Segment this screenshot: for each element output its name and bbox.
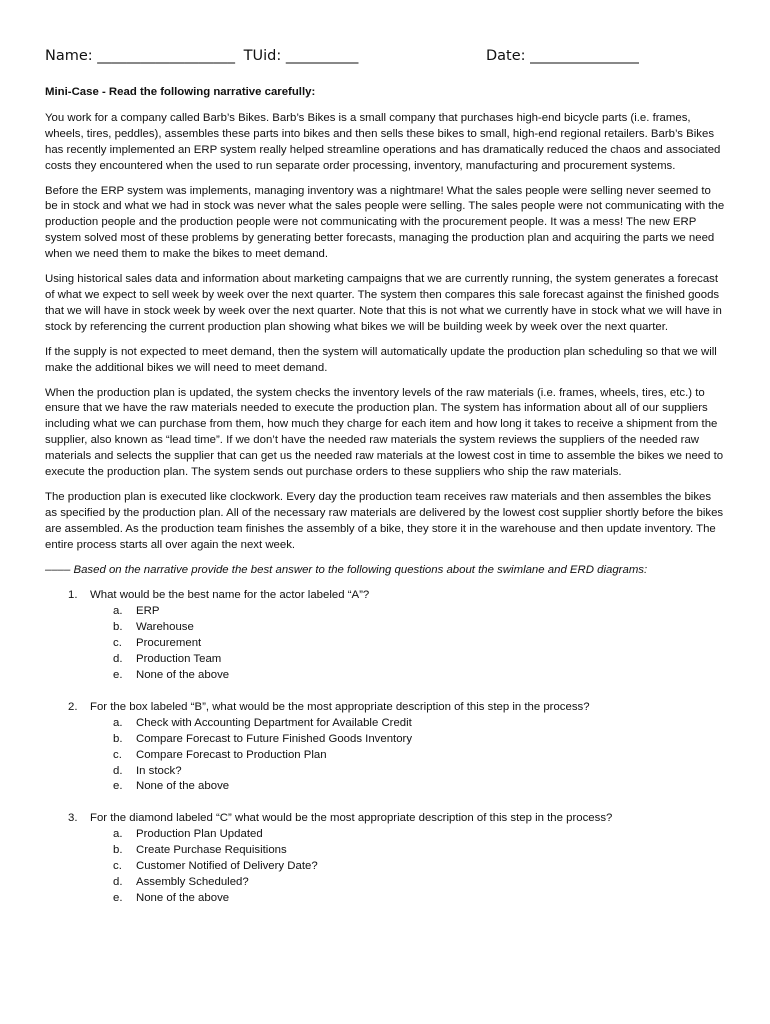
date-field: Date: _______________ <box>486 48 639 64</box>
option-letter: a. <box>113 605 123 618</box>
option-letter: a. <box>113 828 123 841</box>
question-text: What would be the best name for the actor labeled “A”? <box>90 589 370 602</box>
question-3 <box>45 811 725 906</box>
option-text: Compare Forecast to Future Finished Goods Inventory <box>136 732 413 745</box>
document-body <box>45 85 725 923</box>
option-text: Check with Accounting Department for Available Credit <box>136 716 412 729</box>
option-letter: b. <box>113 732 123 745</box>
option-text: None of the above <box>136 891 230 904</box>
answer-option <box>45 843 725 859</box>
option-text: Procurement <box>136 637 202 650</box>
answer-option <box>45 859 725 875</box>
question-number: 3. <box>68 812 78 825</box>
name-field: Name: ___________________ <box>45 48 236 64</box>
answer-option <box>45 604 725 620</box>
mini-case-title: Mini-Case - Read the following narrative carefully: <box>45 86 316 98</box>
answer-option <box>45 652 725 668</box>
question-number: 1. <box>68 589 78 602</box>
option-letter: e. <box>113 891 123 904</box>
option-text: Production Team <box>136 653 222 666</box>
answer-option <box>45 875 725 891</box>
question-number: 2. <box>68 700 78 713</box>
narrative-paragraph: The production plan is executed like clockwork. Every day the production team receives raw materials and then assembles the bikes as specified by the production plan. All of the necessary raw materials are delivered by the lowest cost supplier shortly before the bikes are assembled. As the production team finishes the assembly of a bike, they store it in the warehouse and then update inventory. The entire process starts all over again the next week. <box>45 490 724 551</box>
answer-option <box>45 764 725 780</box>
questions-instruction: –––– Based on the narrative provide the best answer to the following questions about the swimlane and ERD diagrams: <box>45 563 648 576</box>
narrative-paragraph: When the production plan is updated, the system checks the inventory levels of the raw materials (i.e. frames, wheels, tires, etc.) to ensure that we have the raw materials needed to execute the production plan. The system has information about all of our suppliers including what we can purchase from them, how much they charge for each item and how long it takes to receive a shipment from the supplier, also known as “lead time”. If we don’t have the needed raw materials the system reviews the suppliers of the needed raw materials and selects the supplier that can get us the needed raw materials at the lowest cost in time to assemble the bikes we need to execute the production plan. The system sends out purchase orders to these suppliers who ship the raw materials. <box>45 386 724 479</box>
narrative-paragraph: Before the ERP system was implements, managing inventory was a nightmare! What the sales people were selling never seemed to be in stock and what we had in stock was never what the sales people were selling. The sales people were not communicating with the production people and the production people were not communicating with the procurement people. It was a mess! The new ERP system solved most of these problems by generating better forecasts, managing the production plan and acquiring the parts we need when we need them to make the bikes to meet demand. <box>45 184 725 261</box>
question-text: For the diamond labeled “C” what would be the most appropriate description of this step in the process? <box>90 812 613 825</box>
option-text: Assembly Scheduled? <box>136 875 249 888</box>
header-fields <box>45 48 725 64</box>
question-2 <box>45 700 725 795</box>
option-text: Production Plan Updated <box>136 828 263 841</box>
option-text: None of the above <box>136 780 230 793</box>
option-letter: d. <box>113 653 123 666</box>
tuid-field: TUid: __________ <box>243 48 359 64</box>
narrative-paragraph: You work for a company called Barb’s Bikes. Barb’s Bikes is a small company that purchases high-end bicycle parts (i.e. frames, wheels, tires, peddles), assembles these parts into bikes and then sells these bikes to small, high-end regional retailers. Barb’s Bikes has recently implemented an ERP system really helped streamline operations and has dramatically reduced the chaos and associated costs they encountered when the used to run separate order processing, inventory, manufacturing and procurement systems. <box>45 111 721 172</box>
answer-option <box>45 620 725 636</box>
option-letter: c. <box>113 860 122 873</box>
question-1 <box>45 588 725 683</box>
answer-option <box>45 779 725 795</box>
answer-option <box>45 827 725 843</box>
answer-option <box>45 636 725 652</box>
answer-option <box>45 748 725 764</box>
answer-option <box>45 891 725 907</box>
option-letter: a. <box>113 716 123 729</box>
answer-options <box>45 716 725 796</box>
option-letter: e. <box>113 669 123 681</box>
option-letter: d. <box>113 764 123 777</box>
question-text: For the box labeled “B”, what would be the most appropriate description of this step in the process? <box>90 700 590 713</box>
option-letter: c. <box>113 748 122 761</box>
narrative-paragraph: If the supply is not expected to meet demand, then the system will automatically update the production plan scheduling so that we will make the additional bikes we will need to meet demand. <box>45 345 717 374</box>
option-letter: c. <box>113 637 122 650</box>
option-letter: b. <box>113 844 123 857</box>
option-letter: d. <box>113 875 123 888</box>
answer-options <box>45 827 725 907</box>
answer-options <box>45 604 725 684</box>
option-text: Create Purchase Requisitions <box>136 844 287 857</box>
option-letter: b. <box>113 621 123 634</box>
option-text: ERP <box>136 605 160 618</box>
option-text: Compare Forecast to Production Plan <box>136 748 327 761</box>
answer-option <box>45 732 725 748</box>
narrative-paragraph: Using historical sales data and information about marketing campaigns that we are currently running, the system generates a forecast of what we expect to sell week by week over the next quarter. The system then compares this sale forecast against the finished goods that we will have in stock week by week over the next quarter. Note that this is not what we currently have in stock what we will have in stock by referencing the current production plan showing what bikes we will be building week by week over the next quarter. <box>45 273 722 333</box>
option-letter: e. <box>113 780 123 793</box>
option-text: None of the above <box>136 669 230 681</box>
answer-option <box>45 716 725 732</box>
answer-option <box>45 668 725 684</box>
option-text: Warehouse <box>136 621 194 634</box>
option-text: In stock? <box>136 764 182 777</box>
option-text: Customer Notified of Delivery Date? <box>136 860 318 873</box>
